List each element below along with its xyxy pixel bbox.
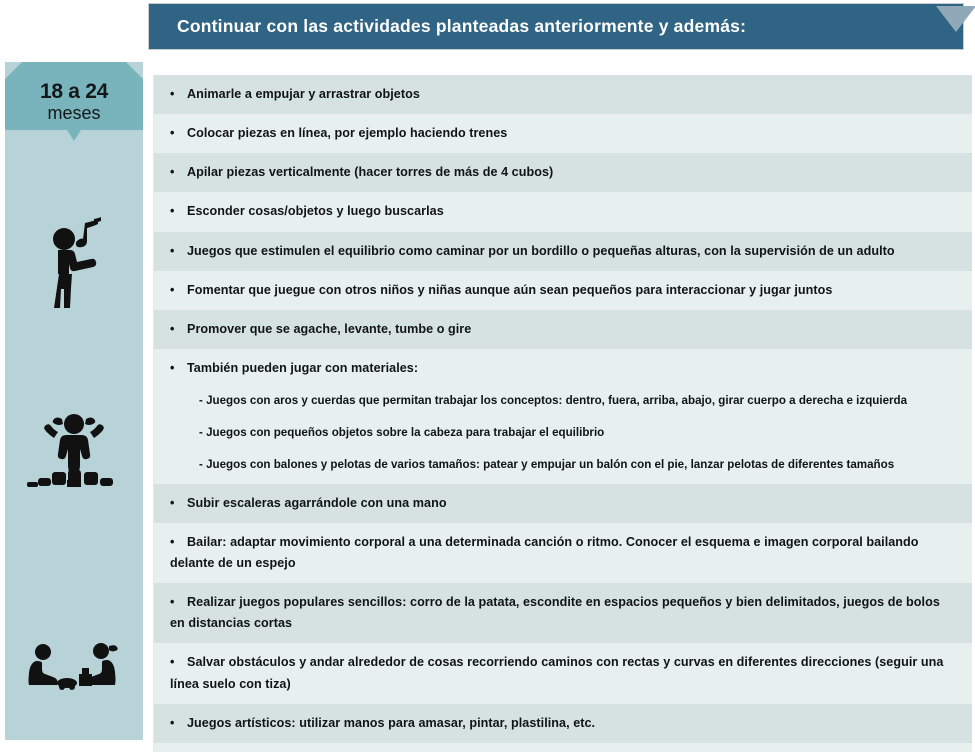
list-item-label: Juegos que estimulen el equilibrio como caminar por un bordillo o pequeñas alturas, con la supervisión de un adulto [187,243,895,258]
bullet-icon: • [170,595,175,610]
list-subitem: - Juegos con balones y pelotas de varios tamaños: patear y empujar un balón con el pie, lanzar pelotas de diferentes tamaños [199,457,895,471]
list-item-label: Fomentar que juegue con otros niños y niñas aunque aún sean pequeños para interaccionar y jugar juntos [187,282,833,297]
list-item [154,349,972,484]
list-item [154,75,972,114]
ribbon-tail-icon [67,130,81,141]
child-balancing-blocks-icon [5,410,143,500]
list-item-label: Colocar piezas en línea, por ejemplo haciendo trenes [187,126,508,141]
list-item-text [170,319,950,340]
bullet-icon: • [170,361,175,376]
list-item-label: Apilar piezas verticalmente (hacer torres de más de 4 cubos) [187,165,554,180]
list-item [154,114,972,153]
list-item-label: Animarle a empujar y arrastrar objetos [187,87,420,101]
list-item-text [170,493,950,514]
list-item [154,704,972,743]
bullet-icon: • [170,495,175,510]
list-item [154,232,972,271]
age-sidebar [5,62,143,740]
list-item-text [170,162,950,183]
triangle-down-icon [936,6,975,32]
bullet-icon: • [170,321,175,336]
bullet-icon: • [170,87,175,101]
list-subitem: - Juegos con pequeños objetos sobre la cabeza para trabajar el equilibrio [199,426,605,440]
bullet-icon: • [170,534,175,549]
list-item-text [170,123,950,144]
age-unit: meses [47,103,101,124]
list-item [154,310,972,349]
list-item-label: Realizar juegos populares sencillos: corro de la patata, escondite en espacios pequeños y bien delimitados, juegos de bolos en distancias cortas [170,595,940,631]
header-banner [148,3,964,50]
list-item-text [170,592,950,634]
list-item-label: Salvar obstáculos y andar alrededor de cosas recorriendo caminos con rectas y curvas en diferentes direcciones (seguir una línea suelo con tiza) [170,655,944,691]
activities-list [153,75,972,752]
list-item-label: Promover que se agache, levante, tumbe o gire [187,321,472,336]
bullet-icon: • [170,655,175,670]
list-item [154,153,972,192]
child-dancing-music-icon [5,217,143,309]
list-item-label: Esconder cosas/objetos y luego buscarlas [187,204,444,219]
list-item-text [170,358,950,379]
list-subitem: - Juegos con aros y cuerdas que permitan trabajar los conceptos: dentro, fuera, arriba, abajo, girar cuerpo a derecha e izquierda [199,394,908,408]
page-title: Continuar con las actividades planteadas anteriormente y además: [177,16,747,36]
bullet-icon: • [170,165,175,180]
list-item [154,484,972,523]
list-item-label: También pueden jugar con materiales: [187,361,419,376]
list-item [154,523,972,583]
list-item-text [170,652,950,694]
list-item-label: Bailar: adaptar movimiento corporal a una determinada canción o ritmo. Conocer el esquema e imagen corporal bailando delante de un espejo [170,534,919,570]
list-item [154,743,972,752]
list-item [154,583,972,643]
list-item-label: Subir escaleras agarrándole con una mano [187,495,447,510]
list-item-text [170,201,950,222]
list-item [154,271,972,310]
list-item-text [170,280,950,301]
list-item-text [170,241,950,262]
bullet-icon: • [170,715,175,730]
list-item-text [170,84,950,105]
bullet-icon: • [170,243,175,258]
list-item [154,643,972,703]
list-item [154,192,972,231]
age-range: 18 a 24 [40,80,108,103]
age-label [5,62,143,123]
children-playing-toys-icon [5,642,143,694]
bullet-icon: • [170,282,175,297]
list-item-text [170,713,950,734]
bullet-icon: • [170,204,175,219]
list-item-text [170,532,950,574]
list-item-label: Juegos artísticos: utilizar manos para amasar, pintar, plastilina, etc. [187,715,596,730]
bullet-icon: • [170,126,175,141]
